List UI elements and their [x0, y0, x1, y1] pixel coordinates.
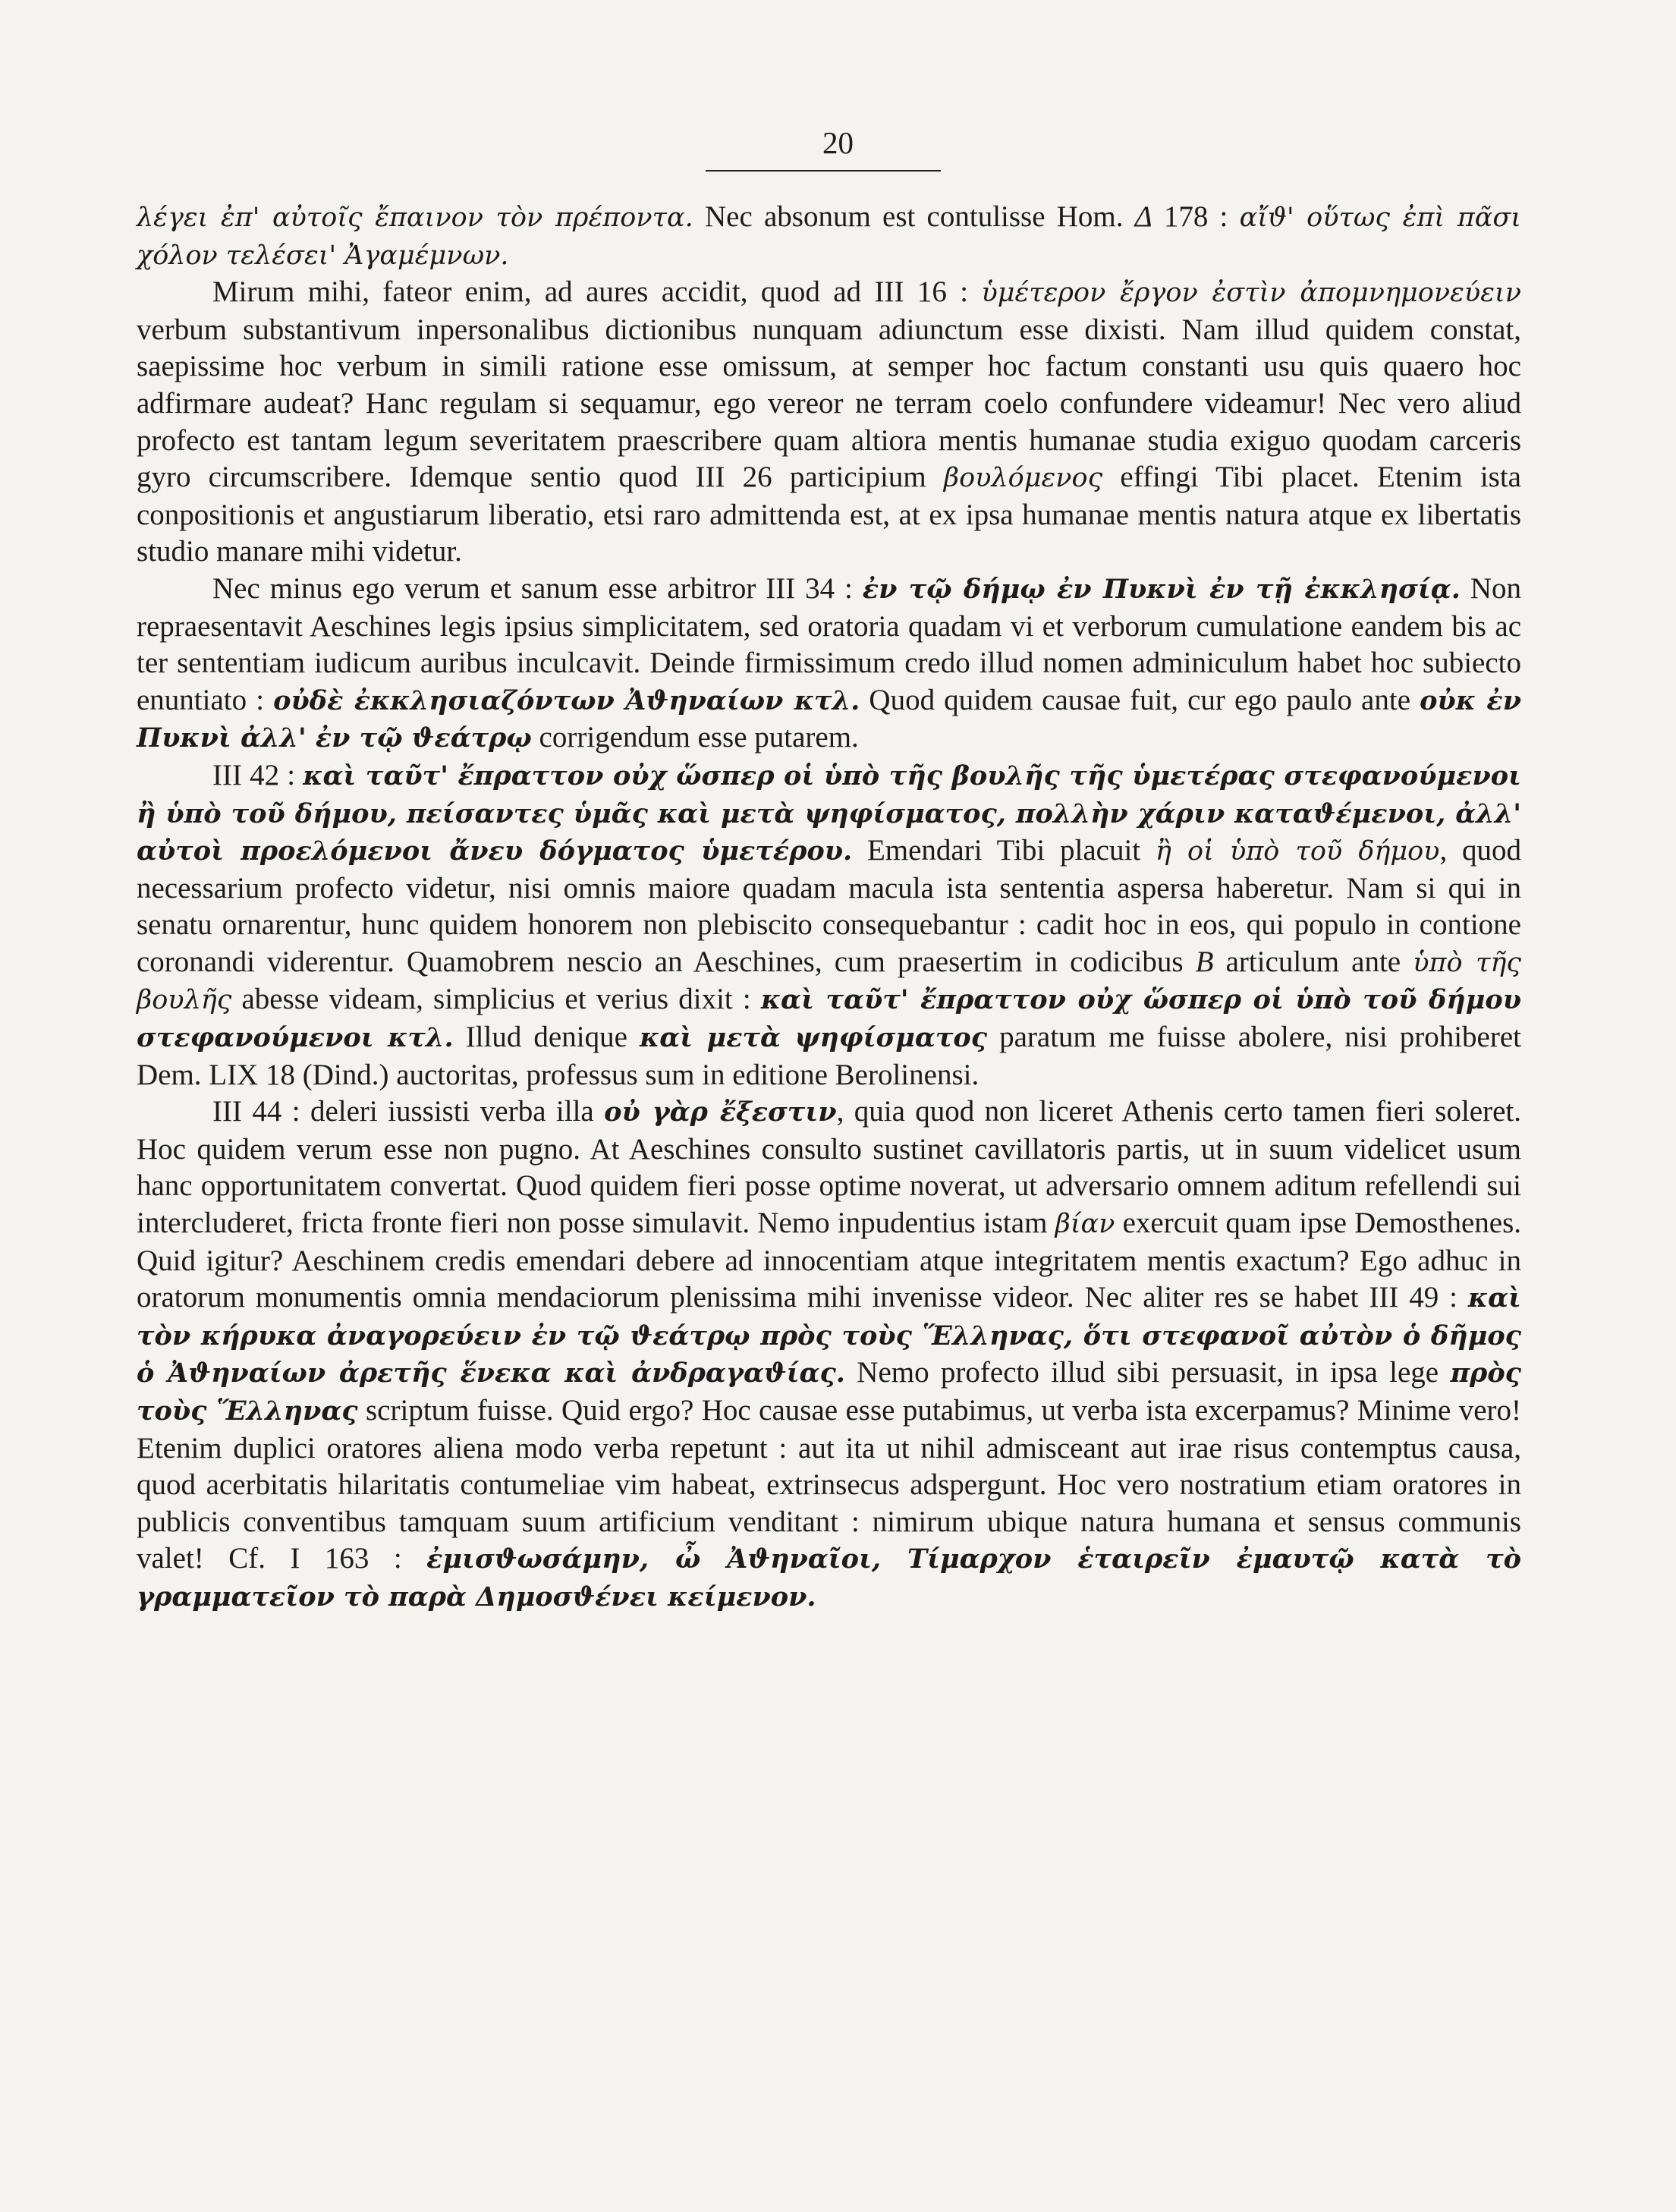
latin-text: articulum ante — [1213, 945, 1413, 978]
latin-text: abesse videam, simplicius et verius dixit : — [231, 983, 761, 1016]
italic-text: B — [1195, 945, 1214, 978]
latin-text: Nec minus ego verum et sanum esse arbitror III 34 : — [212, 571, 863, 605]
latin-text: exercuit quam ipse Demosthenes. Quid igitur? Aeschinem credis emendari debere ad innocentiam atque integritatem mentis exactum? Ego adhuc in oratorum monumentis omnia mendaciorum plenissima mihi invenisse videor. Nec aliter res se habet III 49 : — [137, 1207, 1521, 1314]
latin-text: , quod necessarium profecto videtur, nisi omnis maiore quadam macula ista sententia aspersa haberetur. Nam si qui in senatu ornarentur, hunc quidem honorem non plebiscito consequebantur : cadit hoc in eos, qui populo in contione coronandi viderentur. Quamobrem nescio an Aeschines, cum praesertim in codicibus — [137, 834, 1521, 978]
latin-text: verbum substantivum inpersonalibus dictionibus nunquam adiunctum esse dixisti. Nam illud quidem constat, saepissime hoc verbum in simili ratione esse omissum, at semper hoc factum constanti usu quis quaero hoc adfirmare audeat? Hanc regulam si sequamur, ego vereor ne terram coelo confundere videamur! Nec vero aliud profecto est tantam legum severitatem praescribere quam altiora mentis humanae studia exiguo quodam carceris gyro circumscribere. Idemque sentio quod III 26 participium — [137, 313, 1521, 494]
italic-text: Δ — [1134, 200, 1152, 233]
latin-text: , quia quod non liceret Athenis certo tamen fieri soleret. Hoc quidem verum esse non pugno. At Aeschines consulto sustinet cavillatoris partis, ut in suum videlicet usum hanc opportunitatem convertat. Quod quidem fieri posse optime noverat, ut adversario omnem aditum refellendi sui intercluderet, fricta fronte fieri non posse simulavit. Nemo inpudentius istam — [137, 1095, 1522, 1240]
paragraph — [137, 1093, 1521, 1616]
greek-quote: ὑμέτερον ἔργον ἐστὶν ἀπομνημονεύειν — [981, 278, 1521, 309]
greek-quote: βουλόμενος — [943, 463, 1103, 494]
paragraph — [137, 757, 1521, 1093]
greek-quote: καὶ ταῦτ' ἔπραττον οὐχ ὥσπερ οἱ ὑπὸ τῆς βουλῆς τῆς ὑμετέρας στεφανούμενοι ἢ ὑπὸ τοῦ δήμου, πείσαντες ὑμᾶς καὶ μετὰ ψηφίσματος, πολλὴν χάριν καταϑέμενοι, ἀλλ' αὐτοὶ προελόμενοι ἄνευ δόγματος ὑμετέρου. — [137, 760, 1521, 867]
greek-quote: λέγει ἐπ' αὐτοῖς ἔπαινον τὸν πρέποντα. — [137, 203, 693, 233]
latin-text: Illud denique — [453, 1021, 640, 1054]
latin-text: scriptum fuisse. Quid ergo? Hoc causae esse putabimus, ut verba ista excerpamus? Minime vero! Etenim duplici oratores aliena modo verba repetunt : aut ita ut nihil admisceant aut irae risus contemptus causa, quod acerbitatis hilaritatis contumeliae vim habeat, extrinsecus adspergunt. Hoc vero nostratium etiam oratores in publicis conventibus tamquam suum artificium venditant : nimirum ubique natura humana et sensus communis valet! Cf. I 163 : — [137, 1394, 1522, 1575]
latin-text: Emendari Tibi placuit — [852, 834, 1156, 867]
greek-quote: αἴϑ' οὕτως ἐπὶ πᾶσι χόλον τελέσει' Ἀγαμέμνων. — [137, 203, 1521, 271]
greek-quote: καὶ ταῦτ' ἔπραττον οὐχ ὥσπερ οἱ ὑπὸ τοῦ δήμου στεφανούμενοι κτλ. — [137, 984, 1521, 1054]
header-rule — [706, 170, 941, 171]
greek-quote: οὐδὲ ἐκκλησιαζόντων Ἀϑηναίων κτλ. — [273, 684, 860, 716]
greek-quote: ὑπὸ τῆς βουλῆς — [137, 947, 1522, 1016]
greek-quote: βίαν — [1055, 1209, 1115, 1240]
latin-text: Mirum mihi, fateor enim, ad aures accidit, quod ad III 16 : — [212, 275, 982, 309]
latin-text: Non repraesentavit Aeschines legis ipsius simplicitatem, sed oratoria quadam vi et verborum cumulatione eandem bis ac ter sententiam iudicum auribus inculcavit. Deinde firmissimum credo illud nomen adminiculum habet hoc subiecto enuntiato : — [137, 571, 1521, 716]
latin-text: corrigendum esse putarem. — [531, 721, 859, 754]
latin-text: paratum me fuisse abolere, nisi prohiberet Dem. LIX 18 (Dind.) auctoritas, professus sum in editione Berolinensi. — [137, 1021, 1521, 1091]
greek-quote: καὶ τὸν κήρυκα ἀναγορεύειν ἐν τῷ ϑεάτρῳ πρὸς τοὺς Ἕλληνας, ὅτι στεφανοῖ αὐτὸν ὁ δῆμος ὁ Ἀϑηναίων ἀρετῆς ἕνεκα καὶ ἀνδραγαϑίας. — [137, 1282, 1521, 1389]
latin-text: Nemo profecto illud sibi persuasit, in ipsa lege — [844, 1356, 1451, 1389]
greek-quote: ἐμισϑωσάμην, ὦ Ἀϑηναῖοι, Τίμαρχον ἑταιρεῖν ἐμαυτῷ κατὰ τὸ γραμματεῖον τὸ παρὰ Δημοσϑένει κείμενον. — [137, 1543, 1521, 1613]
latin-text: effingi Tibi placet. Etenim ista conpositionis et angustiarum liberatio, etsi raro admittenda est, at ex ipsa humanae mentis natura atque ex libertatis studio manare mihi videtur. — [137, 461, 1521, 568]
greek-quote: οὐ γὰρ ἔξεστιν — [604, 1097, 837, 1128]
page-number: 20 — [822, 125, 854, 160]
greek-quote: καὶ μετὰ ψηφίσματος — [639, 1022, 988, 1054]
latin-text: Quod quidem causae fuit, cur ego paulo ante — [860, 683, 1420, 716]
greek-quote: ἐν τῷ δήμῳ ἐν Πυκνὶ ἐν τῇ ἐκκλησίᾳ. — [862, 573, 1461, 605]
paragraph — [137, 199, 1521, 274]
body-text — [137, 199, 1521, 1616]
paragraph — [137, 274, 1521, 571]
latin-text: III 42 : — [212, 758, 303, 791]
paragraph — [137, 571, 1521, 757]
latin-text: III 44 : deleri iussisti verba illa — [212, 1095, 605, 1128]
greek-quote: ἢ οἱ ὑπὸ τοῦ δήμου — [1155, 836, 1440, 867]
greek-quote: οὐκ ἐν Πυκνὶ ἀλλ' ἐν τῷ ϑεάτρῳ — [137, 684, 1521, 754]
latin-text: 178 : — [1152, 200, 1240, 233]
latin-text: Nec absonum est contulisse Hom. — [693, 200, 1135, 233]
greek-quote: πρὸς τοὺς Ἕλληνας — [137, 1358, 1521, 1427]
